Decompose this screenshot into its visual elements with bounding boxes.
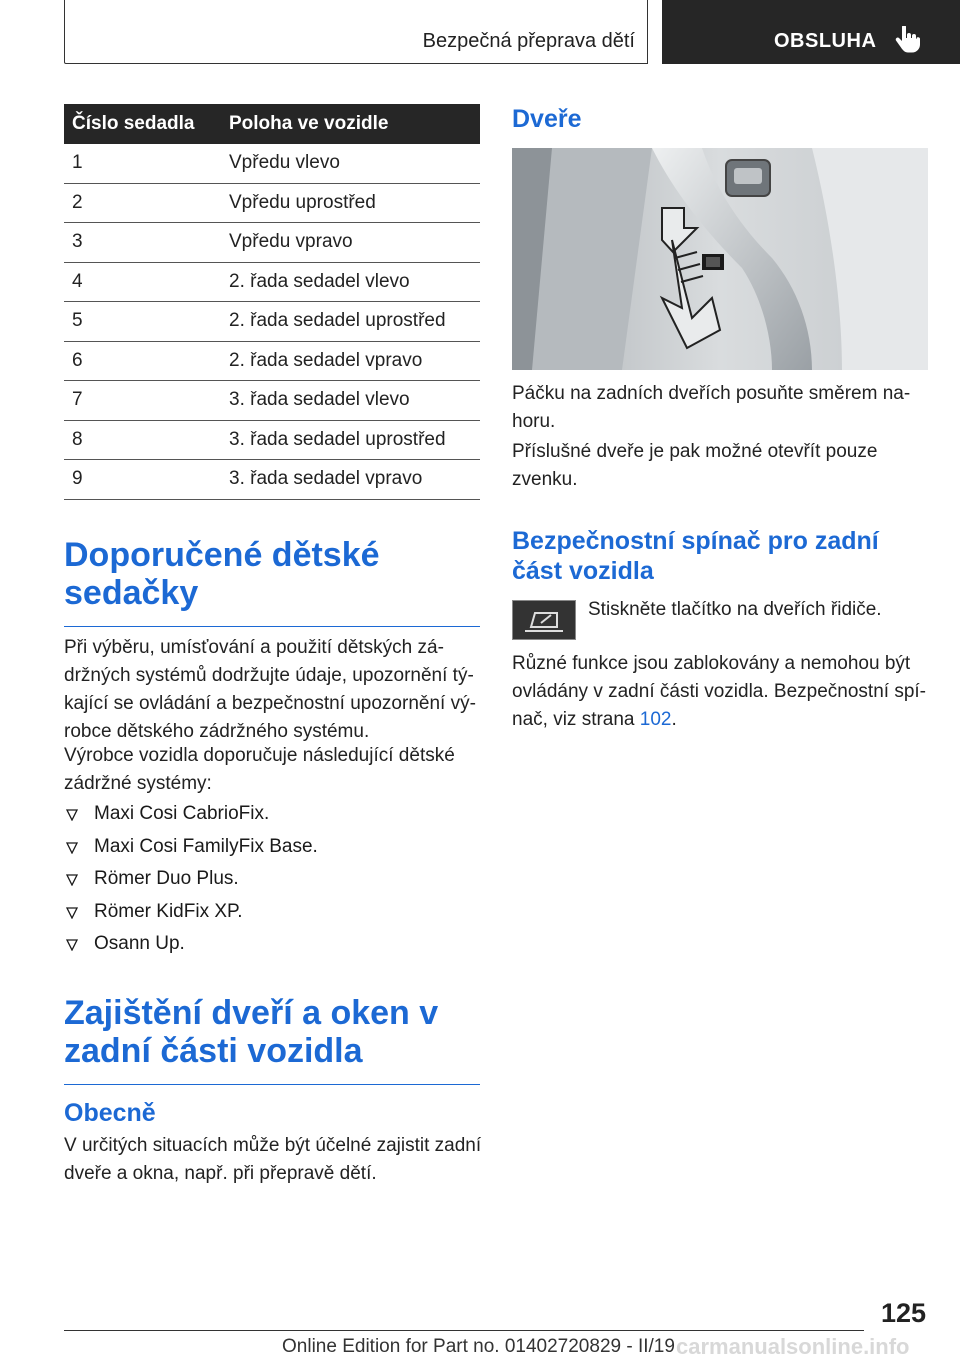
table-cell: 8 <box>64 420 229 460</box>
child-lock-icon-glyph <box>513 601 575 639</box>
table-cell: Vpředu vpravo <box>229 223 480 263</box>
list-item <box>64 865 318 898</box>
triangle-bullet-icon <box>66 874 78 886</box>
watermark: carmanualsonline.info <box>676 1334 910 1359</box>
table-row <box>64 223 480 263</box>
doors-paragraph-1: Páčku na zadních dveřích posuňte směrem na-horu. <box>512 383 911 432</box>
table-cell: 2. řada sedadel vlevo <box>229 262 480 302</box>
door-child-lock-image <box>512 148 928 370</box>
list-item <box>64 930 318 963</box>
table-cell: 3. řada sedadel uprostřed <box>229 420 480 460</box>
heading-general: Obecně <box>64 1099 156 1127</box>
header-title-box <box>64 0 648 64</box>
table-cell: 2. řada sedadel uprostřed <box>229 302 480 342</box>
table-cell: 3. řada sedadel vpravo <box>229 460 480 500</box>
table-header-position: Poloha ve vozidle <box>229 104 480 144</box>
seat-position-table <box>64 104 480 500</box>
triangle-bullet-icon <box>66 907 78 919</box>
safety-switch-text: Různé funkce jsou zablokovány a nemohou být ovládány v zadní části vozidla. Bezpečnostní spí-nač, viz strana <box>512 653 927 730</box>
table-row <box>64 302 480 342</box>
child-seats-paragraph-2: Výrobce vozidla doporučuje následující dětské zádržné systémy: <box>64 745 455 794</box>
header-title: Bezpečná přeprava dětí <box>422 30 635 52</box>
table-row <box>64 341 480 381</box>
heading-child-seats: Doporučené dětské sedačky <box>64 536 480 627</box>
table-cell: Vpředu uprostřed <box>229 183 480 223</box>
hand-pointer-icon <box>894 26 920 54</box>
table-cell: 1 <box>64 144 229 183</box>
section-label: OBSLUHA <box>774 30 877 52</box>
list-item <box>64 833 318 866</box>
list-item-label: Osann Up. <box>94 933 185 954</box>
doors-paragraph-2: Příslušné dveře je pak možné otevřít pouze zvenku. <box>512 441 878 490</box>
child-seat-list <box>64 800 318 963</box>
child-seats-paragraph-1: Při výběru, umísťování a použití dětských zá-držných systémů dodržujte údaje, upozornění tý-kající se ovládání a bezpečnostní upozornění vý-robce dětského zádržného systému. <box>64 637 476 742</box>
table-cell: 2. řada sedadel vpravo <box>229 341 480 381</box>
list-item-label: Römer KidFix XP. <box>94 900 243 922</box>
table-cell: Vpředu vlevo <box>229 144 480 183</box>
list-item <box>64 800 318 833</box>
triangle-bullet-icon <box>66 842 78 854</box>
heading-safety-switch: Bezpečnostní spínač pro zadní část vozidla <box>512 527 879 585</box>
header-section-tab <box>662 0 960 64</box>
table-row <box>64 420 480 460</box>
list-item-label: Maxi Cosi CabrioFix. <box>94 803 270 824</box>
safety-switch-text-end: . <box>671 709 677 730</box>
triangle-bullet-icon <box>66 939 78 951</box>
table-cell: 9 <box>64 460 229 500</box>
table-row <box>64 460 480 500</box>
child-lock-icon <box>512 600 576 640</box>
page-number: 125 <box>880 1298 926 1328</box>
heading-locking: Zajištění dveří a oken v zadní části vozidla <box>64 994 480 1085</box>
table-row <box>64 381 480 421</box>
table-header-row <box>64 104 480 144</box>
footer-divider <box>64 1330 864 1331</box>
table-header-seat-number: Číslo sedadla <box>64 104 229 144</box>
table-cell: 3 <box>64 223 229 263</box>
triangle-bullet-icon <box>66 809 78 821</box>
page-link-102[interactable]: 102 <box>639 709 672 730</box>
table-row <box>64 183 480 223</box>
heading-doors: Dveře <box>512 105 582 133</box>
table-cell: 5 <box>64 302 229 342</box>
table-row <box>64 144 480 183</box>
table-cell: 4 <box>64 262 229 302</box>
table-cell: 6 <box>64 341 229 381</box>
table-cell: 2 <box>64 183 229 223</box>
list-item-label: Maxi Cosi FamilyFix Base. <box>94 835 318 857</box>
table-row <box>64 262 480 302</box>
table-cell: 7 <box>64 381 229 421</box>
list-item <box>64 898 318 931</box>
list-item-label: Römer Duo Plus. <box>94 868 239 889</box>
safety-switch-instruction: Stiskněte tlačítko na dveřích řidiče. <box>588 599 882 620</box>
table-cell: 3. řada sedadel vlevo <box>229 381 480 421</box>
footer-edition: Online Edition for Part no. 01402720829 - II/19 <box>282 1336 675 1357</box>
locking-paragraph: V určitých situacích může být účelné zajistit zadní dveře a okna, např. při přepravě dětí. <box>64 1135 482 1184</box>
safety-switch-paragraph <box>512 650 932 734</box>
